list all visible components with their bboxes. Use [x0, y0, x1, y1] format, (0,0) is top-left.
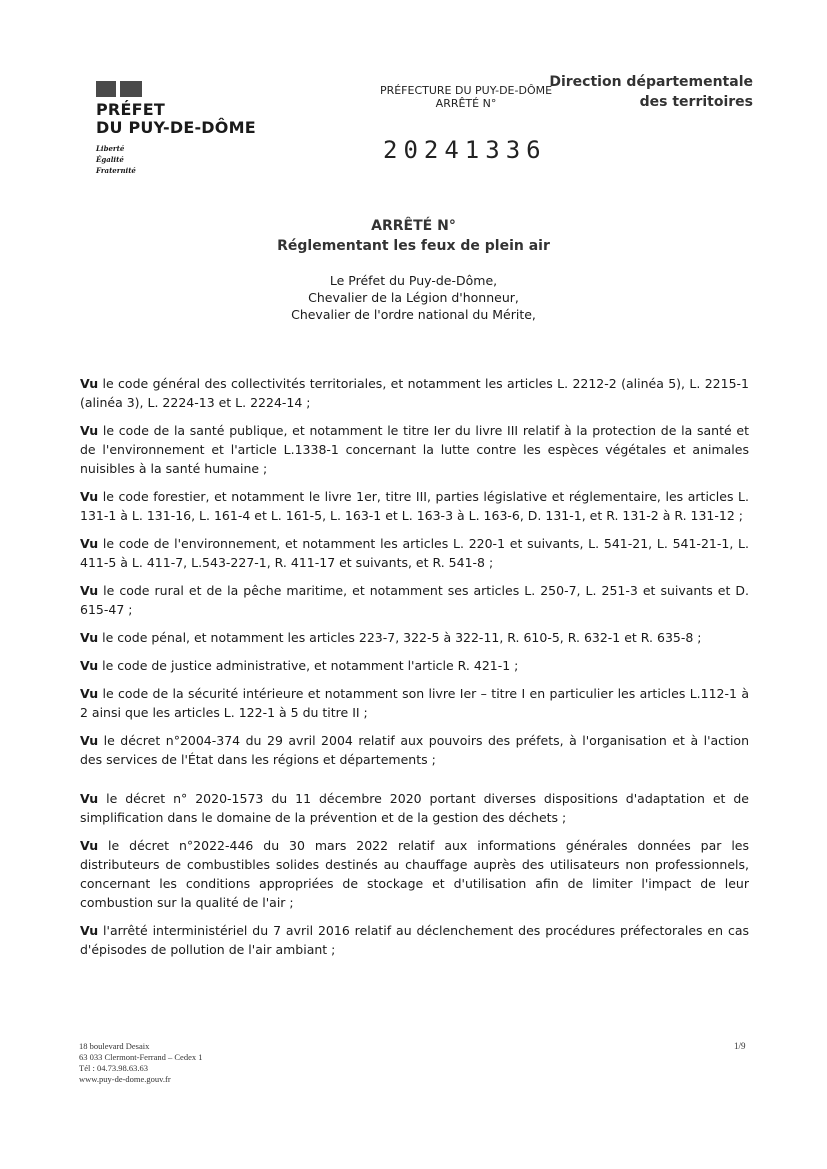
visa-text: le code forestier, et notamment le livre 1er, titre III, parties législative et réglementaire, les articles L. 131-1 à L. 131-16, L. 161-4 et L. 161-5, L. 163-1 et L. 163-3 à L. 163-6, D. 131-1, et R. 131-2 à R. 131-12 ;	[80, 489, 749, 523]
signatory-block	[0, 272, 827, 323]
direction-line-1: Direction départementale	[549, 74, 753, 90]
address-phone: Tél : 04.73.98.63.63	[79, 1063, 148, 1073]
visa-paragraph	[80, 656, 749, 675]
visa-text: le décret n°2022-446 du 30 mars 2022 relatif aux informations générales données par les distributeurs de combustibles solides destinés au chauffage auprès des utilisateurs non professionnels, concernant les conditions appropriées de stockage et d'utilisation afin de limiter l'impact de leur combustion sur la qualité de l'air ;	[80, 838, 749, 910]
arrete-number: 20241336	[383, 136, 547, 164]
visa-lead: Vu	[80, 423, 99, 438]
visa-text: le code pénal, et notamment les articles 223-7, 322-5 à 322-11, R. 610-5, R. 632-1 et R. 635-8 ;	[98, 630, 702, 645]
visa-paragraph	[80, 684, 749, 722]
visa-lead: Vu	[80, 489, 99, 504]
logo-line-1: PRÉFET	[96, 100, 165, 119]
visa-text: le code rural et de la pêche maritime, et notamment ses articles L. 250-7, L. 251-3 et suivants et D. 615-47 ;	[80, 583, 749, 617]
prefet-logo-text	[96, 101, 256, 137]
visa-text: le code de l'environnement, et notamment les articles L. 220-1 et suivants, L. 541-21, L. 541-21-1, L. 411-5 à L. 411-7, L.543-227-1, R. 411-17 et suivants, et R. 541-8 ;	[80, 536, 749, 570]
document-title	[0, 216, 827, 256]
visa-lead: Vu	[80, 536, 99, 551]
logo-line-2: DU PUY-DE-DÔME	[96, 118, 256, 137]
visa-lead: Vu	[80, 686, 99, 701]
visa-lead: Vu	[80, 791, 99, 806]
visa-lead: Vu	[80, 838, 99, 853]
visa-lead: Vu	[80, 923, 99, 938]
visa-text: le code général des collectivités territoriales, et notamment les articles L. 2212-2 (alinéa 5), L. 2215-1 (alinéa 3), L. 2224-13 et L. 2224-14 ;	[80, 376, 749, 410]
visa-paragraph	[80, 789, 749, 827]
motto-liberte: Liberté	[96, 144, 125, 153]
visa-paragraph	[80, 836, 749, 912]
visa-paragraph	[80, 534, 749, 572]
stamp-line-2: ARRÊTÉ N°	[435, 97, 497, 110]
visa-lead: Vu	[80, 583, 99, 598]
visa-text: le code de la santé publique, et notamment le titre Ier du livre III relatif à la protection de la santé et de l'environnement et l'article L.1338-1 concernant la lutte contre les espèces végétales et animales nuisibles à la santé humaine ;	[80, 423, 749, 476]
visas-list	[80, 374, 749, 968]
visa-paragraph	[80, 921, 749, 959]
marianne-logo	[96, 81, 142, 97]
signatory-line: Chevalier de l'ordre national du Mérite,	[291, 307, 536, 322]
address-street: 18 boulevard Desaix	[79, 1041, 150, 1051]
signatory-line: Le Préfet du Puy-de-Dôme,	[329, 273, 498, 288]
page-number: 1/9	[734, 1041, 746, 1051]
address-website: www.puy-de-dome.gouv.fr	[79, 1074, 171, 1084]
address-city: 63 033 Clermont-Ferrand – Cedex 1	[79, 1052, 203, 1062]
direction-line-2: des territoires	[639, 94, 753, 110]
motto-egalite: Égalité	[96, 155, 124, 164]
visa-lead: Vu	[80, 733, 99, 748]
visa-lead: Vu	[80, 376, 99, 391]
direction-heading	[549, 72, 753, 112]
visa-lead: Vu	[80, 658, 99, 673]
visa-paragraph	[80, 421, 749, 478]
visa-lead: Vu	[80, 630, 99, 645]
signatory-line: Chevalier de la Légion d'honneur,	[308, 290, 519, 305]
title-line-1: ARRÊTÉ N°	[371, 218, 456, 234]
visa-text: le code de justice administrative, et notamment l'article R. 421-1 ;	[98, 658, 519, 673]
motto-fraternite: Fraternité	[96, 166, 136, 175]
title-line-2: Réglementant les feux de plein air	[277, 238, 550, 254]
stamp-line-1: PRÉFECTURE DU PUY-DE-DÔME	[379, 84, 553, 97]
visa-paragraph	[80, 628, 749, 647]
visa-text: le décret n°2004-374 du 29 avril 2004 relatif aux pouvoirs des préfets, à l'organisation et à l'action des services de l'État dans les régions et départements ;	[80, 733, 749, 767]
visa-paragraph	[80, 731, 749, 769]
visa-paragraph	[80, 487, 749, 525]
visa-text: l'arrêté interministériel du 7 avril 2016 relatif au déclenchement des procédures préfectorales en cas d'épisodes de pollution de l'air ambiant ;	[80, 923, 749, 957]
visa-paragraph	[80, 374, 749, 412]
visa-paragraph	[80, 581, 749, 619]
visa-text: le décret n° 2020-1573 du 11 décembre 2020 portant diverses dispositions d'adaptation et de simplification dans le domaine de la prévention et de la gestion des déchets ;	[80, 791, 749, 825]
footer-address	[79, 1041, 202, 1085]
prefecture-stamp	[366, 84, 566, 110]
republic-motto	[96, 143, 136, 176]
visa-text: le code de la sécurité intérieure et notamment son livre Ier – titre I en particulier les articles L.112-1 à 2 ainsi que les articles L. 122-1 à 5 du titre II ;	[80, 686, 749, 720]
